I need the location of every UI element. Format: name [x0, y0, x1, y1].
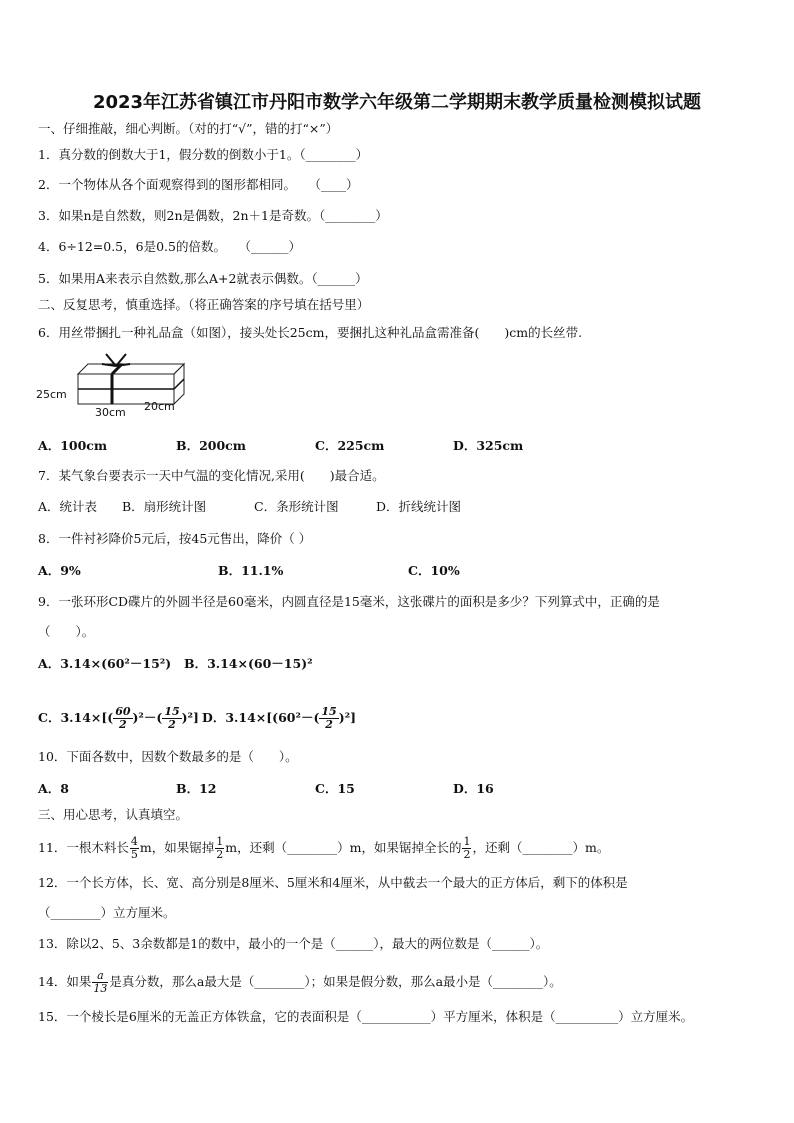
q11-fraction-1-num: 4	[130, 835, 138, 848]
question-12-line-2: （________）立方厘米。	[38, 905, 176, 920]
question-14	[38, 970, 562, 995]
question-5: 5．如果用A来表示自然数,那么A+2就表示偶数。（______）	[38, 271, 368, 286]
question-15: 15．一个棱长是6厘米的无盖正方体铁盒，它的表面积是（___________）平方厘米，体积是（__________）立方厘米。	[38, 1009, 694, 1024]
q14-text-1: 14．如果	[38, 974, 92, 989]
question-2: 2．一个物体从各个面观察得到的图形都相同。 （____）	[38, 177, 359, 192]
q9-option-b: B．3.14×(60－15)²	[184, 656, 313, 671]
q9-c-middle: )²－(	[132, 710, 163, 725]
q11-fraction-2	[215, 836, 224, 861]
q14-fraction-den: 13	[93, 982, 108, 995]
question-9-line-1: 9．一张环形CD碟片的外圆半径是60毫米，内圆直径是15毫米，这张碟片的面积是多少？下列算式中，正确的是	[38, 594, 660, 609]
q9-c-fraction-2-num: 15	[164, 705, 180, 718]
question-13: 13．除以2、5、3余数都是1的数中，最小的一个是（______），最大的两位数是（______）。	[38, 936, 549, 951]
q9-d-prefix: D．3.14×[(60²－(	[202, 710, 320, 725]
q6-option-b: B．200cm	[176, 438, 246, 453]
q10-option-a: A．8	[38, 781, 69, 796]
q14-fraction-num: a	[92, 970, 108, 983]
question-7: 7．某气象台要表示一天中气温的变化情况,采用( )最合适。	[38, 468, 385, 483]
question-11	[38, 836, 609, 861]
q11-fraction-3-den: 2	[463, 848, 471, 861]
q9-option-c	[38, 706, 199, 731]
q10-option-d: D．16	[453, 781, 494, 796]
question-1: 1．真分数的倒数大于1，假分数的倒数小于1。（________）	[38, 147, 369, 162]
question-4: 4．6÷12=0.5，6是0.5的倍数。 （______）	[38, 239, 301, 254]
q9-d-fraction-den: 2	[325, 718, 333, 731]
box-height-label: 25cm	[36, 388, 67, 401]
q6-option-c: C．225cm	[315, 438, 385, 453]
q9-c-fraction-1-den: 2	[119, 718, 127, 731]
question-3: 3．如果n是自然数，则2n是偶数，2n＋1是奇数。（________）	[38, 208, 388, 223]
q9-option-a: A．3.14×(60²－15²)	[38, 656, 172, 671]
question-8: 8．一件衬衫降价5元后，按45元售出，降价（ ）	[38, 531, 312, 546]
q10-option-c: C．15	[315, 781, 355, 796]
q8-option-c: C．10%	[408, 563, 460, 578]
q9-option-d	[202, 706, 356, 731]
page-title: 2023年江苏省镇江市丹阳市数学六年级第二学期期末教学质量检测模拟试题	[92, 92, 702, 113]
q8-option-b: B．11.1%	[218, 563, 284, 578]
section-heading-1: 一、仔细推敲，细心判断。（对的打“√”，错的打“×”）	[38, 121, 339, 136]
q11-fraction-1	[130, 836, 139, 861]
q11-fraction-1-den: 5	[130, 848, 138, 861]
question-6: 6．用丝带捆扎一种礼品盒（如图），接头处长25cm，要捆扎这种礼品盒需准备( )cm的长丝带.	[38, 325, 583, 340]
box-length-label: 30cm	[95, 406, 126, 419]
q11-fraction-3-num: 1	[463, 835, 471, 848]
q11-fraction-2-num: 1	[216, 835, 224, 848]
q6-option-d: D．325cm	[453, 438, 524, 453]
q7-option-d: D．折线统计图	[376, 499, 462, 514]
q8-option-a: A．9%	[38, 563, 81, 578]
q9-c-fraction-1-num: 60	[115, 705, 131, 718]
q7-option-a: A．统计表	[38, 499, 98, 514]
q9-d-fraction-num: 15	[321, 705, 337, 718]
q9-c-fraction-2	[162, 706, 181, 731]
q9-d-fraction	[319, 706, 338, 731]
q9-d-suffix: )²]	[338, 710, 356, 725]
q7-option-c: C．条形统计图	[254, 499, 339, 514]
question-12-line-1: 12．一个长方体，长、宽、高分别是8厘米、5厘米和4厘米，从中截去一个最大的正方体后，剩下的体积是	[38, 875, 628, 890]
q6-option-a: A．100cm	[38, 438, 108, 453]
q11-text-4: ，还剩（________）m。	[472, 840, 610, 855]
q14-fraction	[92, 970, 108, 995]
q9-c-fraction-1	[113, 706, 132, 731]
box-width-label: 20cm	[144, 400, 175, 413]
q11-text-2: m，如果锯掉	[139, 840, 215, 855]
q9-c-fraction-2-den: 2	[168, 718, 176, 731]
q11-fraction-2-den: 2	[216, 848, 224, 861]
section-heading-2: 二、反复思考，慎重选择。（将正确答案的序号填在括号里）	[38, 297, 370, 312]
q11-text-1: 11．一根木料长	[38, 840, 129, 855]
q9-c-suffix: )²]	[181, 710, 199, 725]
section-heading-3: 三、用心思考，认真填空。	[38, 807, 189, 822]
q7-option-b: B．扇形统计图	[122, 499, 207, 514]
q10-option-b: B．12	[176, 781, 217, 796]
question-9-line-2: （ ）。	[38, 624, 95, 639]
q11-text-3: m，还剩（________）m，如果锯掉全长的	[225, 840, 462, 855]
q14-text-2: 是真分数，那么a最大是（________）；如果是假分数，那么a最小是（________）。	[109, 974, 562, 989]
question-10: 10．下面各数中，因数个数最多的是（ ）。	[38, 749, 298, 764]
q9-c-prefix: C．3.14×[(	[38, 710, 114, 725]
q11-fraction-3	[462, 836, 471, 861]
